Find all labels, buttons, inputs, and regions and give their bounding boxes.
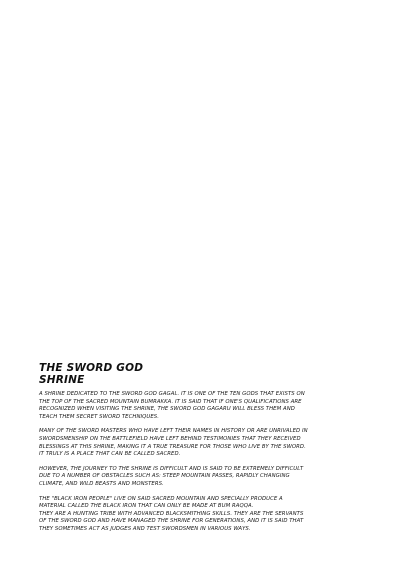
title-line: THE SWORD GOD	[39, 362, 144, 374]
text-line: CLIMATE, AND WILD BEASTS AND MONSTERS.	[39, 480, 164, 487]
text-line: BLESSINGS AT THIS SHRINE, MAKING IT A TRUE TREASURE FOR THOSE WHO LIVE BY THE SWORD.	[39, 443, 306, 450]
text-line: A SHRINE DEDICATED TO THE SWORD GOD GAGAL. IT IS ONE OF THE TEN GODS THAT EXISTS ON	[39, 391, 305, 397]
text-line: THEY ARE A HUNTING TRIBE WITH ADVANCED BLACKSMITHING SKILLS. THEY ARE THE SERVANTS	[39, 510, 304, 517]
text-line: THEY SOMETIMES ACT AS JUDGES AND TEST SWORDSMEN IN VARIOUS WAYS.	[39, 525, 251, 532]
text-line: THE TOP OF THE SACRED MOUNTAIN BUMRAKKA. IT IS SAID THAT IF ONE'S QUALIFICATIONS ARE	[39, 398, 302, 405]
text-line: TEACH THEM SECRET SWORD TECHNIQUES.	[39, 413, 159, 420]
text-line: OF THE SWORD GOD AND HAVE MANAGED THE SHRINE FOR GENERATIONS, AND IT IS SAID THAT	[39, 518, 304, 525]
article-title	[39, 362, 365, 386]
title-line: SHRINE	[39, 374, 85, 386]
text-line: DUE TO A NUMBER OF OBSTACLES SUCH AS: STEEP MOUNTAIN PASSES, RAPIDLY CHANGING	[39, 473, 290, 480]
text-line: MATERIAL CALLED THE BLACK IRON THAT CAN ONLY BE MADE AT BUM RAQQA.	[39, 503, 254, 510]
paragraph-black-iron-people	[39, 496, 365, 534]
text-line: SWORDSMENSHIP ON THE BATTLEFIELD HAVE LEFT BEHIND TESTIMONIES THAT THEY RECEIVED	[39, 435, 301, 442]
text-line: IT TRULY IS A PLACE THAT CAN BE CALLED SACRED.	[39, 451, 181, 458]
article	[39, 362, 365, 541]
text-line: THE "BLACK IRON PEOPLE" LIVE ON SAID SACRED MOUNTAIN AND SPECIALLY PRODUCE A	[39, 495, 283, 502]
text-line: HOWEVER, THE JOURNEY TO THE SHRINE IS DIFFICULT AND IS SAID TO BE EXTREMELY DIFFICULT	[39, 465, 304, 472]
paragraph-journey	[39, 466, 365, 489]
paragraph-shrine-description	[39, 391, 365, 421]
text-line: MANY OF THE SWORD MASTERS WHO HAVE LEFT THEIR NAMES IN HISTORY OR ARE UNRIVALED IN	[39, 428, 308, 435]
text-line: RECOGNIZED WHEN VISITING THE SHRINE, THE SWORD GOD GAGARU WILL BLESS THEM AND	[39, 406, 295, 413]
paragraph-sword-masters	[39, 428, 365, 458]
